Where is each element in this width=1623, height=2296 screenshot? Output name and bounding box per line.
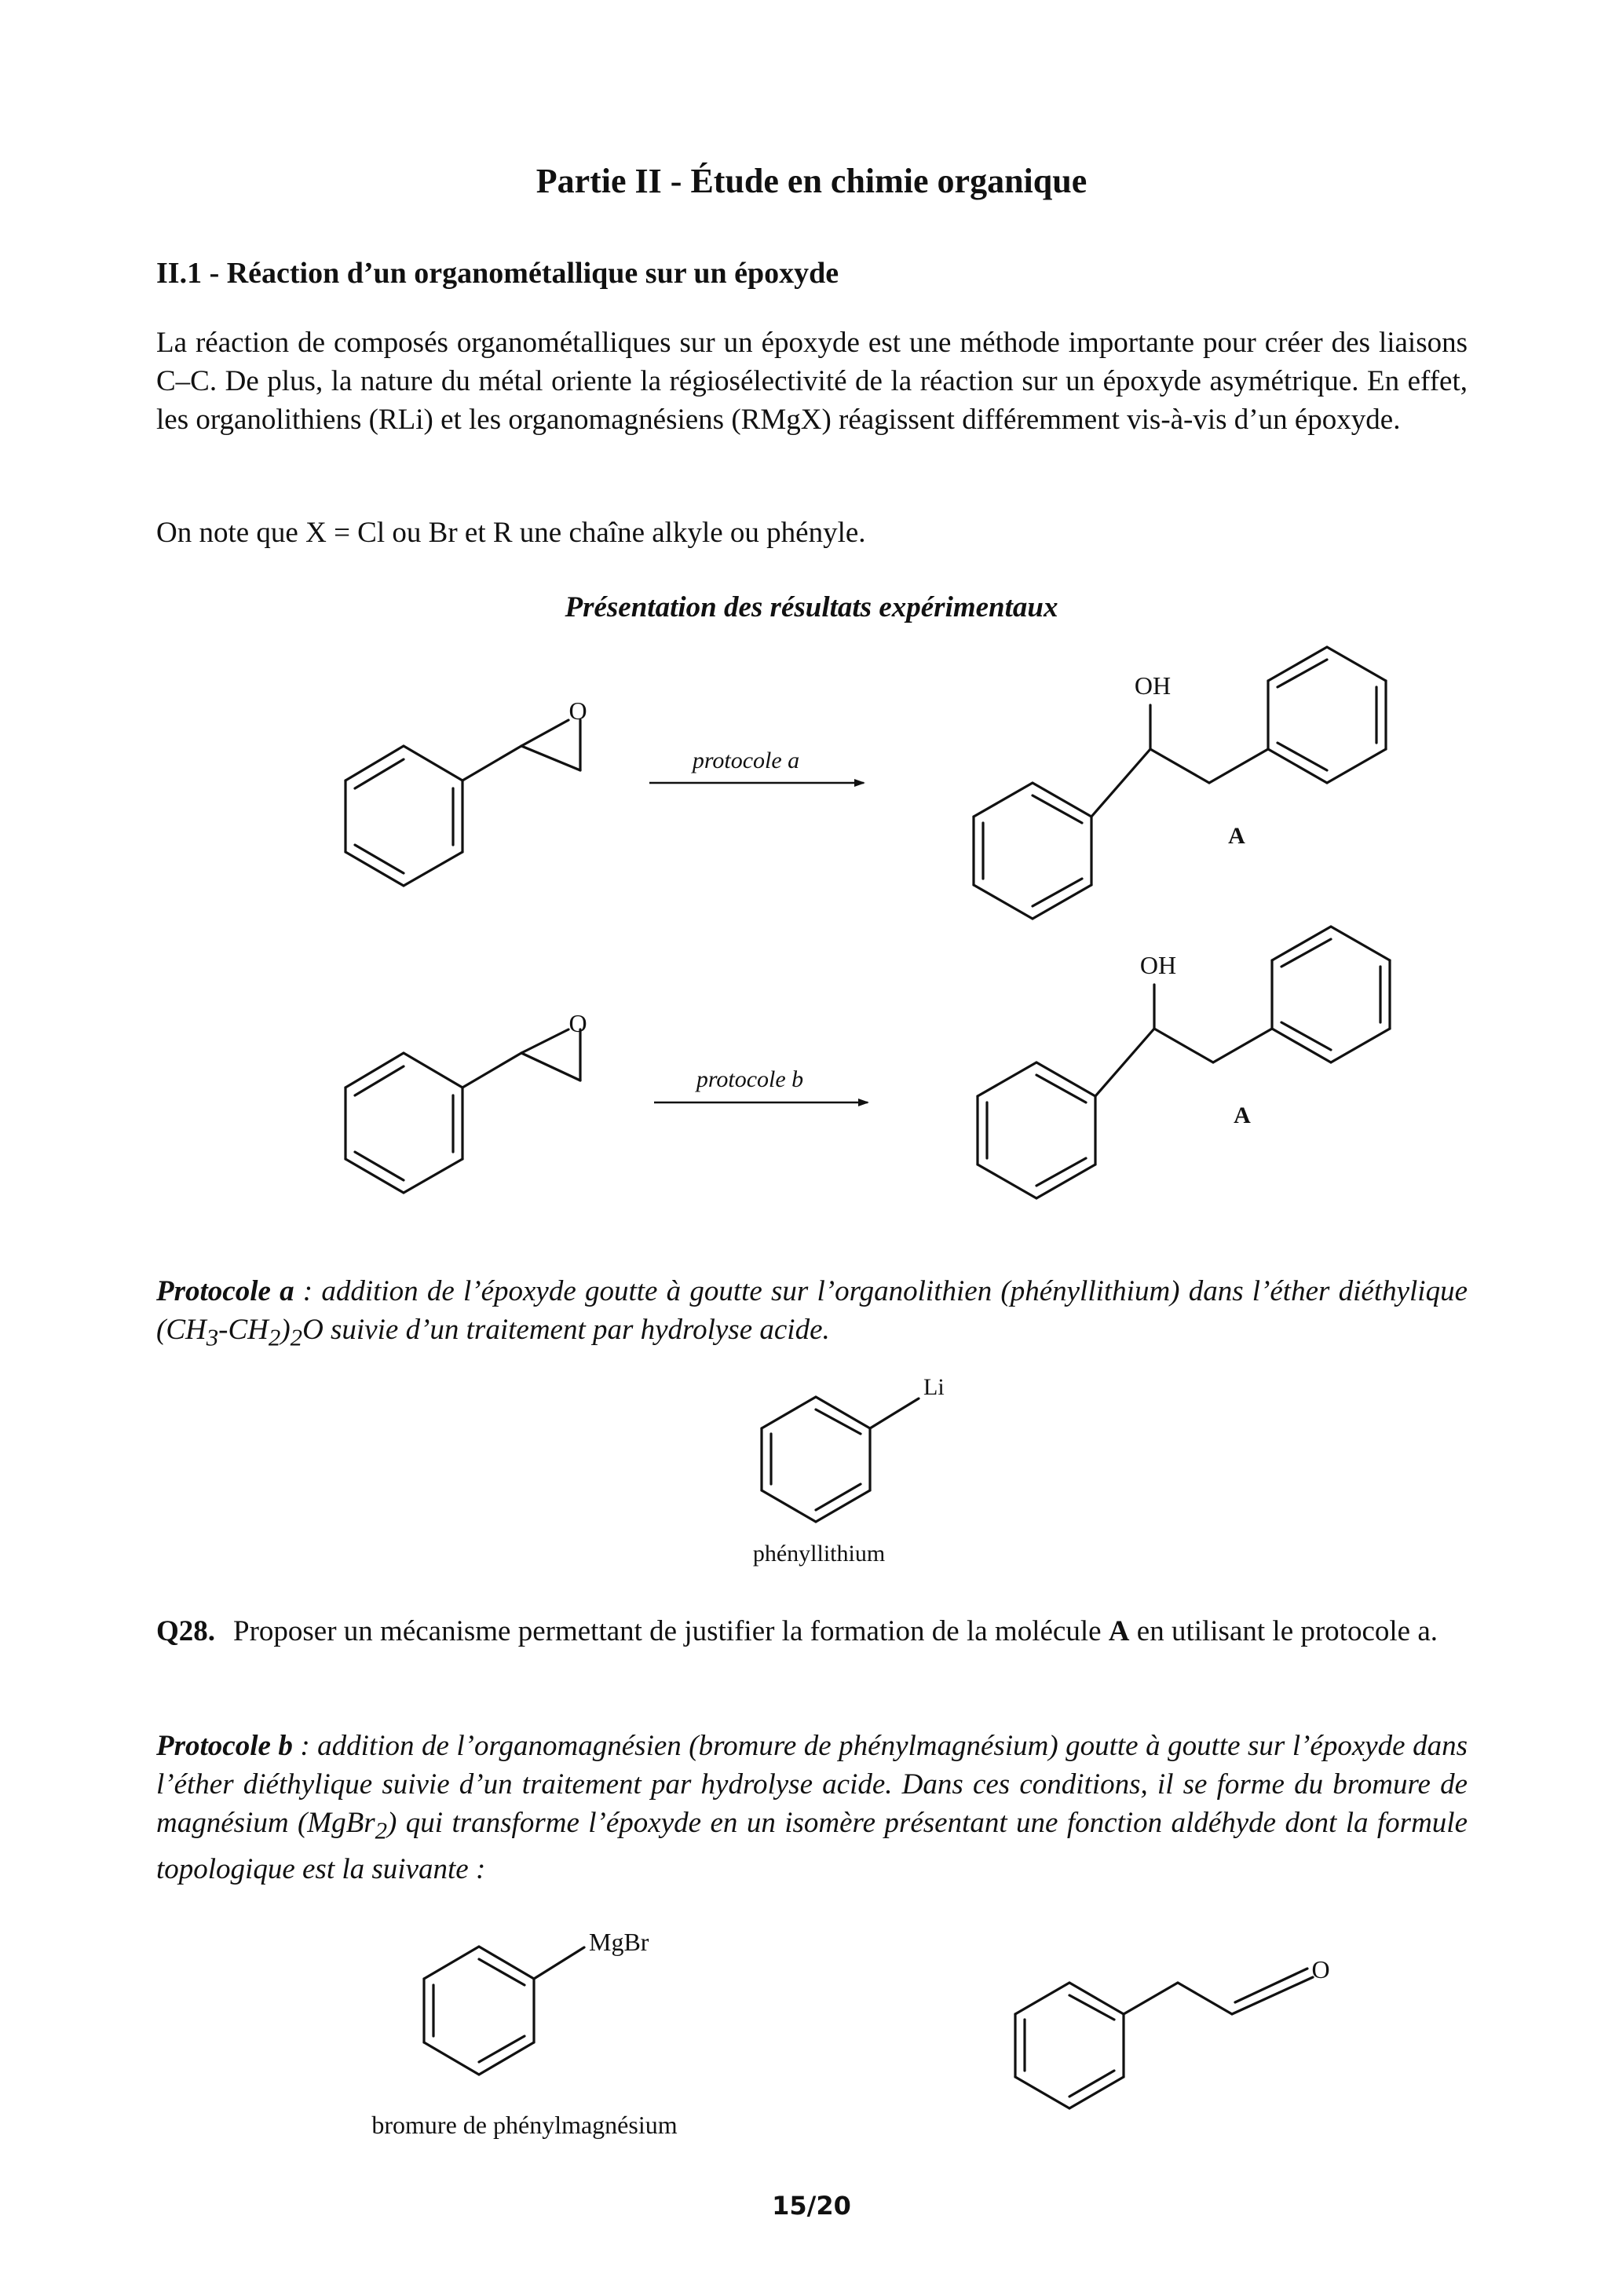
grignard-caption: bromure de phénylmagnésium	[371, 2111, 678, 2139]
styrene-oxide-b	[345, 1029, 580, 1193]
oxygen-label-a: O	[568, 696, 587, 725]
arrow-label-b: protocole b	[696, 1066, 804, 1092]
oxygen-label-b: O	[568, 1009, 587, 1037]
protocol-a-text: O suivie d’un traitement par hydrolyse acide.	[302, 1314, 830, 1346]
aldehyde-oxygen-label: O	[1311, 1955, 1330, 1983]
product-label-a: A	[1228, 823, 1245, 849]
product-b-structure	[978, 927, 1390, 1198]
grignard-structure	[424, 1947, 584, 2075]
protocol-a-text: -CH	[218, 1314, 269, 1346]
protocol-a-text: : addition de l’époxyde goutte à goutte sur l’organolithien (phényllithium) dans l’éther diéthylique (CH	[156, 1275, 1468, 1346]
question-text	[233, 1612, 1468, 1651]
product-label-b: A	[1234, 1102, 1251, 1128]
product-oh-label-b: OH	[1139, 951, 1177, 979]
section-heading: II.1 - Réaction d’un organométallique sur un époxyde	[156, 257, 839, 290]
protocol-b-text: ) qui transforme l’époxyde en un isomère présentant une fonction aldéhyde dont la formule topologique est la suivante :	[156, 1807, 1468, 1886]
intro-paragraph: La réaction de composés organométalliques sur un époxyde est une méthode importante pour créer des liaisons C–C. De plus, la nature du métal oriente la régiosélectivité de la réaction sur un époxyde asymétrique. En effet, les organolithiens (RLi) et les organomagnésiens (RMgX) réagissent différemment vis-à-vis d’un époxyde.	[156, 327, 1468, 436]
phenyllithium-caption: phényllithium	[752, 1541, 886, 1567]
subscript: 2	[375, 1817, 388, 1844]
mgbr-label: MgBr	[589, 1928, 649, 1956]
protocol-b-text: : addition de l’organomagnésien (bromure de phénylmagnésium) goutte à goutte sur l’époxyde dans l’éther diéthylique suivie d’un traitement par hydrolyse acide. Dans ces conditions, il se forme du bromure de magnésium (MgBr	[156, 1730, 1468, 1839]
protocol-a-text: )	[280, 1314, 291, 1346]
page-number: 15/20	[772, 2191, 851, 2221]
question-text-part: Proposer un mécanisme permettant de justifier la formation de la molécule	[233, 1615, 1109, 1647]
question-label: Q28.	[156, 1615, 216, 1647]
styrene-oxide-a	[345, 720, 580, 886]
phenyllithium-structure	[762, 1397, 919, 1522]
aldehyde-structure	[1015, 1969, 1313, 2108]
subscript: 2	[290, 1324, 303, 1351]
question-28	[156, 1612, 1468, 1651]
protocol-a-paragraph	[156, 1272, 1468, 1357]
subscript: 2	[268, 1324, 281, 1351]
page-title: Partie II - Étude en chimie organique	[536, 162, 1087, 200]
question-text-part: en utilisant le protocole a.	[1129, 1615, 1438, 1647]
subscript: 3	[206, 1324, 219, 1351]
note-paragraph: On note que X = Cl ou Br et R une chaîne alkyle ou phényle.	[156, 517, 866, 549]
protocol-a-label: Protocole a	[156, 1275, 294, 1307]
product-a-structure	[974, 647, 1386, 919]
lithium-label: Li	[923, 1374, 945, 1400]
results-caption: Présentation des résultats expérimentaux	[565, 591, 1058, 623]
product-oh-label-a: OH	[1134, 671, 1172, 700]
molecule-ref: A	[1108, 1615, 1130, 1647]
protocol-b-label: Protocole b	[156, 1730, 293, 1762]
arrow-label-a: protocole a	[692, 748, 800, 773]
protocol-b-paragraph	[156, 1727, 1468, 1888]
